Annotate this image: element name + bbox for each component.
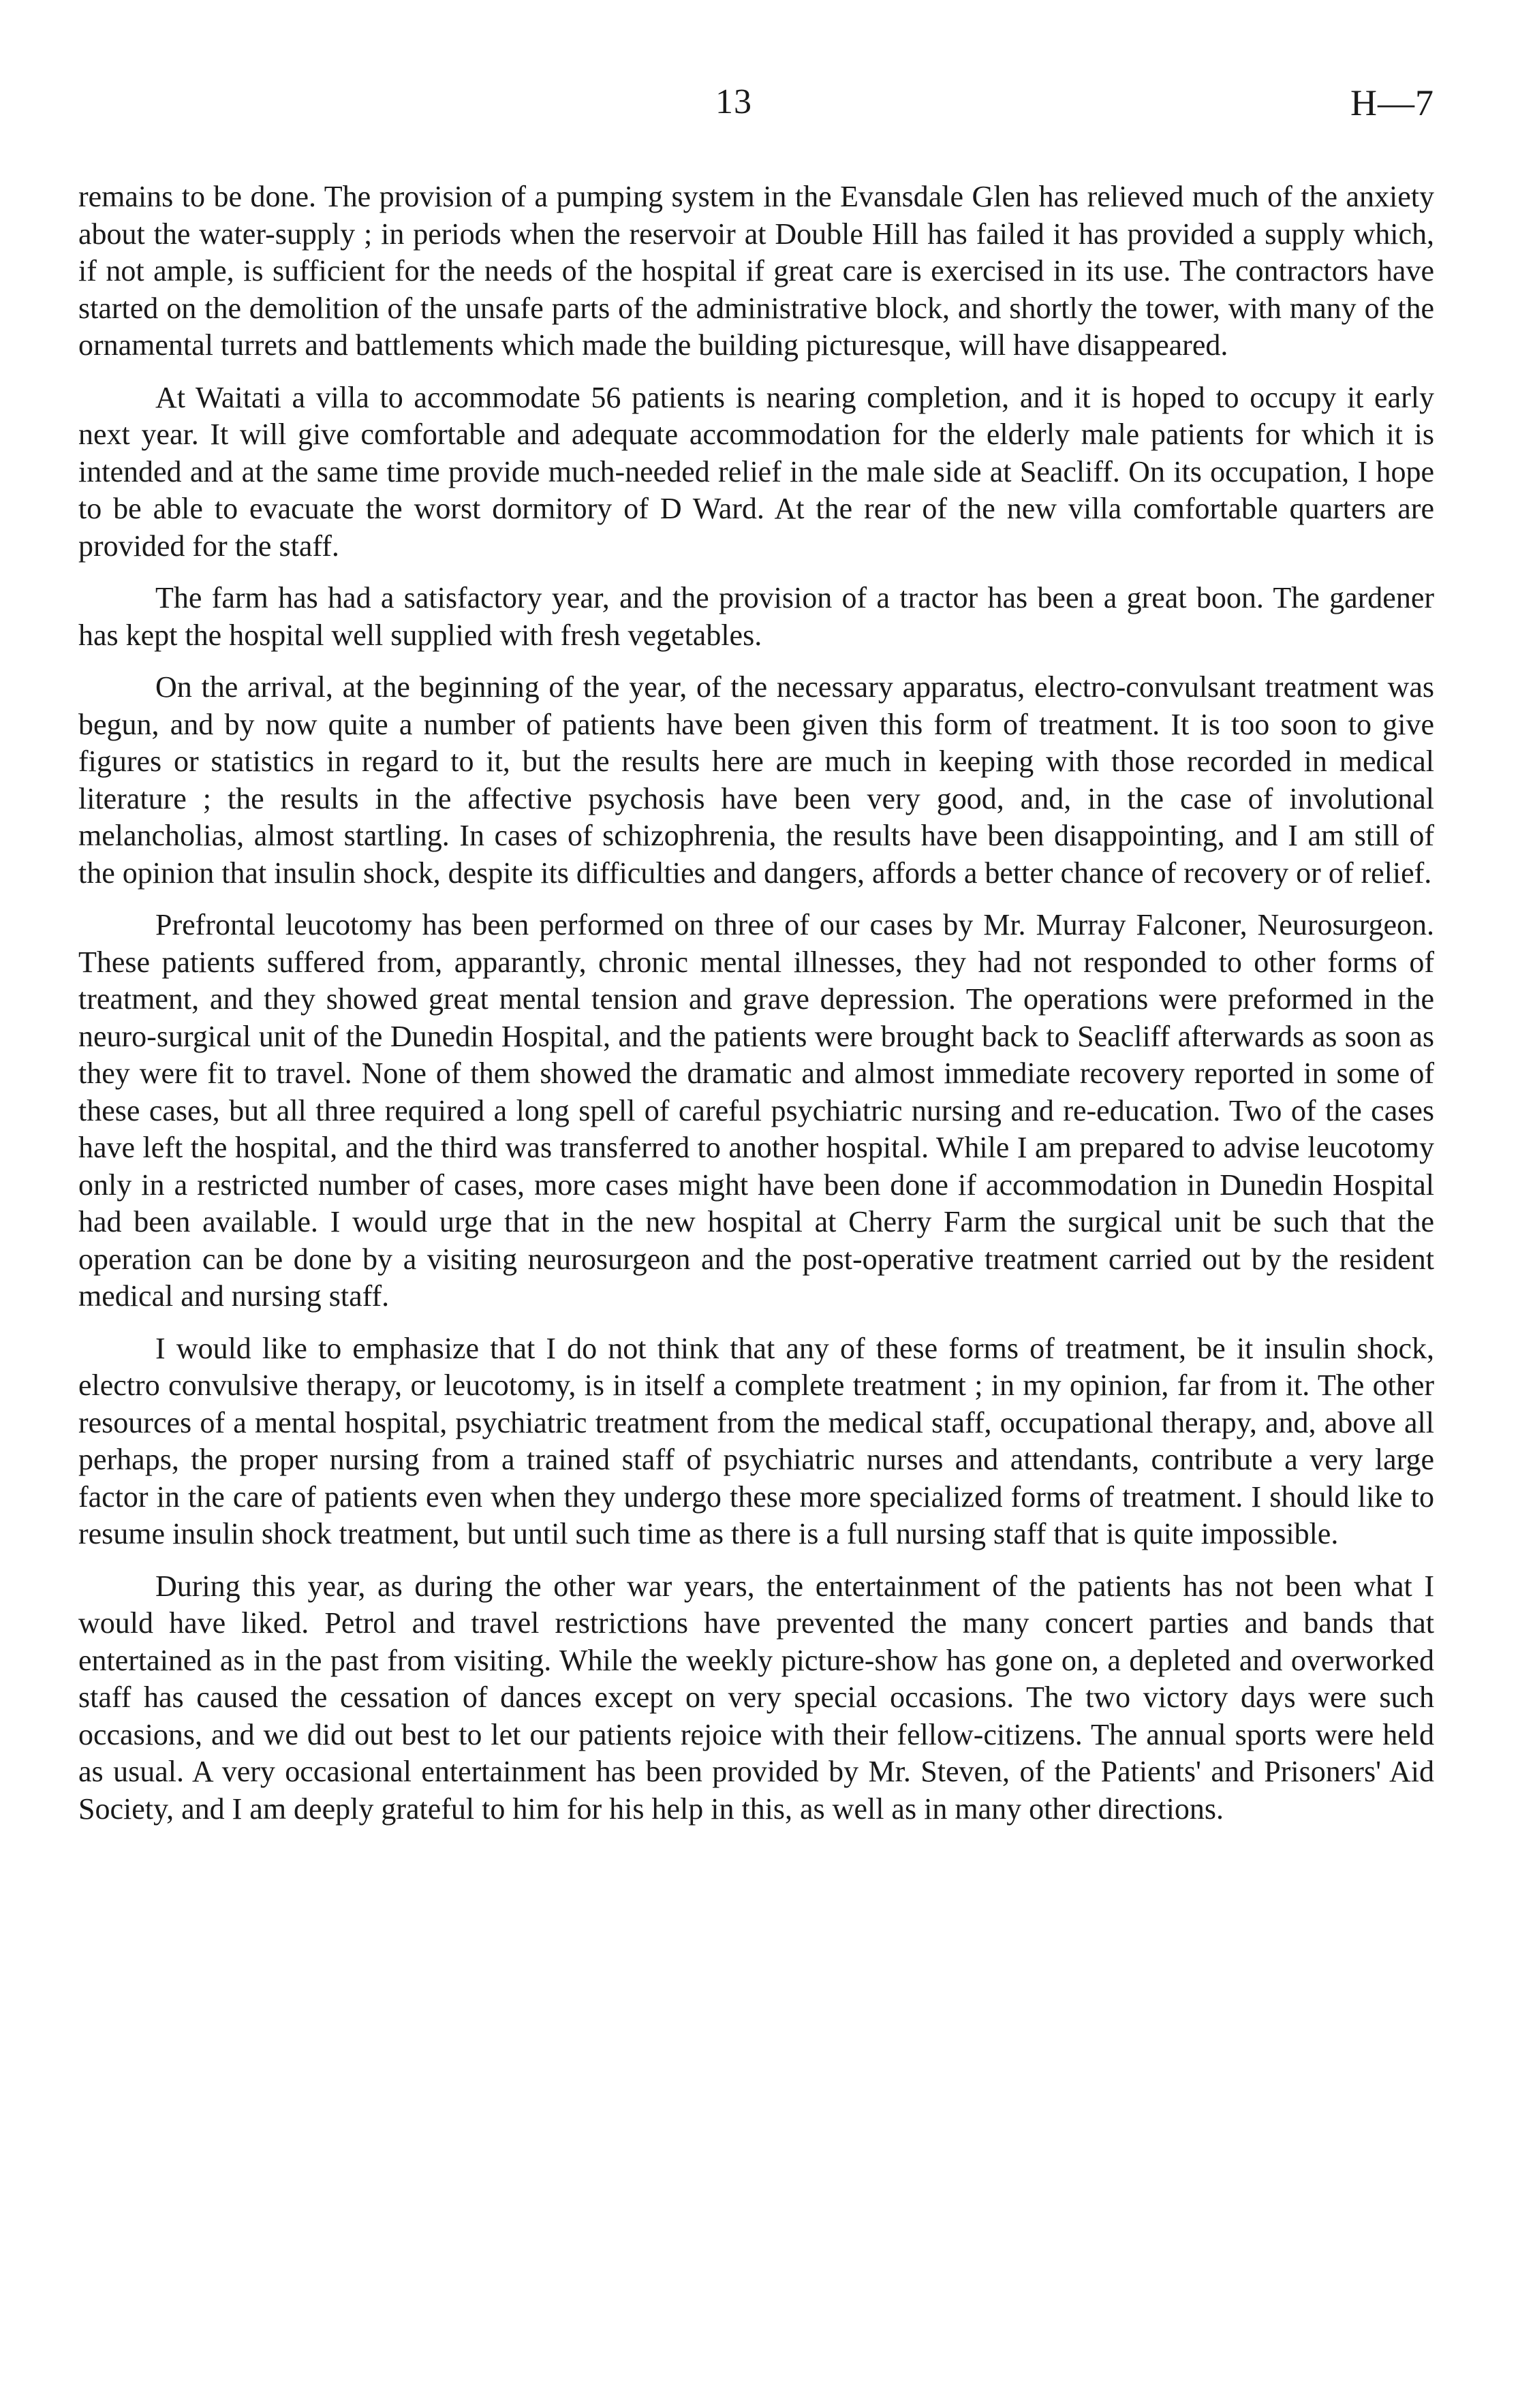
page-number: 13 — [715, 82, 752, 121]
paragraph-entertainment: During this year, as during the other war years, the entertainment of the patients has not been what I would have liked. Petrol and travel restrictions have prevented the many concert parties and bands that entertained as in the past from visiting. While the weekly picture-show has gone on, a depleted and overworked staff has caused the cessation of dances except on very special occasions. The two victory days were such occasions, and we did out best to let our patients rejoice with their fellow-citizens. The annual sports were held as usual. A very occasional entertainment has been provided by Mr. Steven, of the Patients' and Prisoners' Aid Society, and I am deeply grateful to him for his help in this, as well as in many other directions. — [78, 1569, 1434, 1826]
paragraph-waitati-villa: At Waitati a villa to accommodate 56 patients is nearing completion, and it is hoped to occupy it early next year. It will give comfortable and adequate accommodation for the elderly male patients for which it is intended and at the same time provide much-needed relief in the male side at Seacliff. On its occupation, I hope to be able to evacuate the worst dormitory of D Ward. At the rear of the new villa comfortable quarters are provided for the staff. — [78, 380, 1434, 563]
paragraph-treatment-resources: I would like to emphasize that I do not think that any of these forms of treatment, be it insulin shock, electro convulsive therapy, or leucotomy, is in itself a complete treatment ; in my opinion, far from it. The other resources of a mental hospital, psychiatric treatment from the medical staff, occupational therapy, and, above all perhaps, the proper nursing from a trained staff of psychiatric nurses and attendants, contribute a very large factor in the care of patients even when they undergo these more specialized forms of treatment. I should like to resume insulin shock treatment, but until such time as there is a full nursing staff that is quite impossible. — [78, 1331, 1434, 1550]
paragraph-continuation: remains to be done. The provision of a pumping system in the Evansdale Glen has relieved much of the anxiety about the water-supply ; in periods when the reservoir at Double Hill has failed it has provided a supply which, if not ample, is sufficient for the needs of the hospital if great care is exercised in its use. The contractors have started on the demolition of the unsafe parts of the administrative block, and shortly the tower, with many of the ornamental turrets and battlements which made the building picturesque, will have disappeared. — [78, 180, 1434, 362]
paragraph-leucotomy: Prefrontal leucotomy has been performed on three of our cases by Mr. Murray Falconer, Neurosurgeon. These patients suffered from, apparantly, chronic mental illnesses, they had not responded to other forms of treatment, and they showed great mental tension and grave depression. The operations were preformed in the neuro-surgical unit of the Dunedin Hospital, and the patients were brought back to Seacliff afterwards as soon as they were fit to travel. None of them showed the dramatic and almost immediate recovery reported in some of these cases, but all three required a long spell of careful psychiatric nursing and re-education. Two of the cases have left the hospital, and the third was transferred to another hospital. While I am prepared to advise leucotomy only in a restricted number of cases, more cases might have been done if accommodation in Dunedin Hospital had been available. I would urge that in the new hospital at Cherry Farm the surgical unit be such that the operation can be done by a visiting neurosurgeon and the post-operative treatment carried out by the resident medical and nursing staff. — [78, 908, 1434, 1313]
body-text — [78, 178, 1434, 1843]
paragraph-farm: The farm has had a satisfactory year, and the provision of a tractor has been a great boon. The gardener has kept the hospital well supplied with fresh vegetables. — [78, 581, 1434, 652]
paragraph-electro-convulsant: On the arrival, at the beginning of the year, of the necessary apparatus, electro-convulsant treatment was begun, and by now quite a number of patients have been given this form of treatment. It is too soon to give figures or statistics in regard to it, but the results here are much in keeping with those recorded in medical literature ; the results in the affective psychosis have been very good, and, in the case of involutional melancholias, almost startling. In cases of schizophrenia, the results have been disappointing, and I am still of the opinion that insulin shock, despite its difficulties and dangers, affords a better chance of recovery or of relief. — [78, 670, 1434, 890]
document-reference: H—7 — [1350, 82, 1434, 123]
page-header — [89, 82, 1434, 136]
